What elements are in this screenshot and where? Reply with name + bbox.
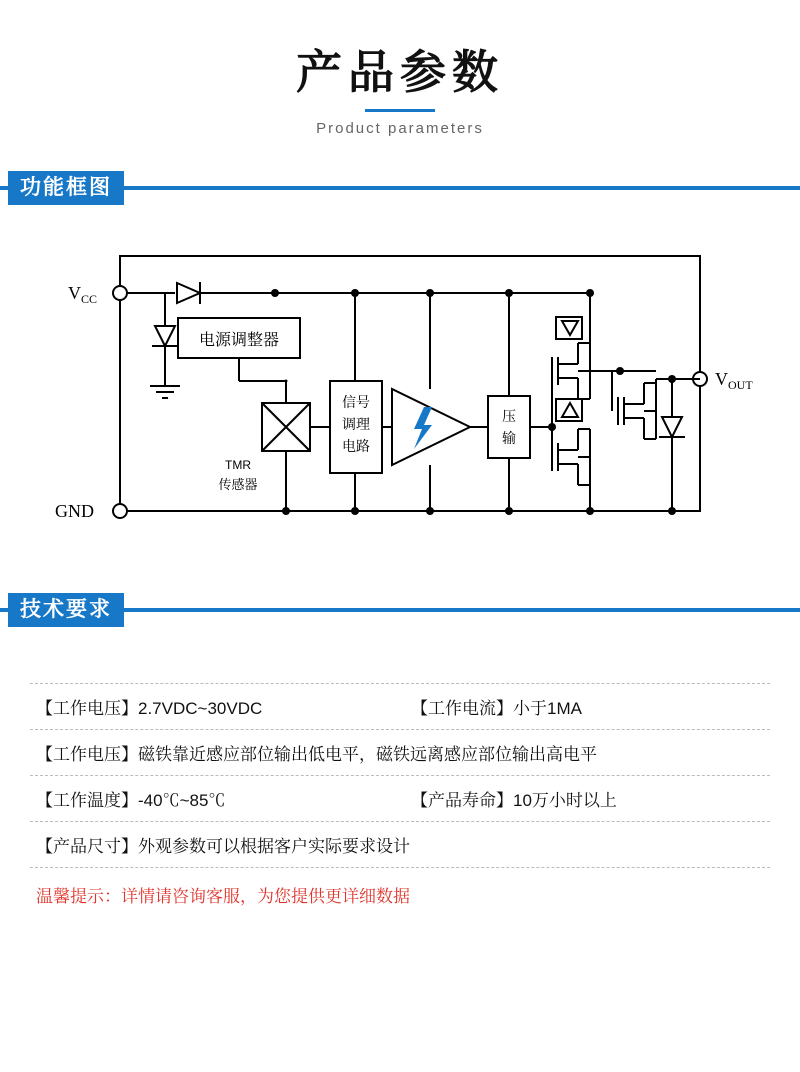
section-title-block-diagram: 功能框图 bbox=[8, 171, 124, 205]
spec-label: 【工作电压】 bbox=[36, 698, 138, 718]
functional-block-diagram bbox=[0, 221, 800, 581]
page-header bbox=[0, 0, 800, 137]
block-label-output-1: 压 bbox=[502, 407, 516, 424]
pin-label-vout: $V_{OUT}$ bbox=[715, 368, 753, 392]
page-subtitle: Product parameters bbox=[316, 119, 484, 137]
section-title-tech-requirements: 技术要求 bbox=[8, 593, 124, 627]
spec-value: 2.7VDC~30VDC bbox=[138, 698, 263, 718]
page-title: 产品参数 bbox=[296, 46, 504, 98]
block-label-tmr: TMR bbox=[225, 457, 251, 472]
spec-label: 【产品尺寸】 bbox=[36, 836, 138, 856]
spec-cell bbox=[36, 786, 411, 811]
block-label-signal-2: 调理 bbox=[342, 415, 370, 432]
spec-label: 【工作温度】 bbox=[36, 790, 138, 810]
spec-value: -40℃~85℃ bbox=[138, 790, 226, 810]
pin-label-gnd: GND bbox=[55, 500, 94, 521]
spec-label: 【工作电流】 bbox=[411, 698, 513, 718]
spec-value: 外观参数可以根据客户实际要求设计 bbox=[138, 836, 410, 856]
section-header-tech-requirements bbox=[0, 593, 800, 627]
spec-cell bbox=[411, 694, 764, 719]
block-label-signal-1: 信号 bbox=[342, 393, 370, 410]
block-label-signal-3: 电路 bbox=[342, 437, 370, 454]
table-row bbox=[30, 684, 770, 730]
block-label-output-2: 输 bbox=[502, 429, 516, 446]
pin-label-vcc: $V_{CC}$ bbox=[68, 282, 98, 306]
spec-cell bbox=[411, 786, 764, 811]
spec-table bbox=[30, 683, 770, 907]
block-diagram-svg bbox=[0, 221, 800, 581]
spec-value: 10万小时以上 bbox=[513, 790, 617, 810]
spec-value: 磁铁靠近感应部位输出低电平，磁铁远离感应部位输出高电平 bbox=[138, 744, 597, 764]
spec-label: 【工作电压】 bbox=[36, 744, 138, 764]
spec-label: 【产品寿命】 bbox=[411, 790, 513, 810]
spec-cell bbox=[36, 740, 764, 765]
table-row bbox=[30, 730, 770, 776]
table-row bbox=[30, 776, 770, 822]
table-row bbox=[30, 822, 770, 868]
title-divider bbox=[365, 109, 435, 112]
block-label-tmr-sub: 传感器 bbox=[218, 476, 258, 492]
spec-cell bbox=[36, 694, 411, 719]
spec-cell bbox=[36, 832, 764, 857]
block-label-regulator: 电源调整器 bbox=[198, 331, 280, 349]
section-header-block-diagram bbox=[0, 171, 800, 205]
spec-note: 温馨提示：详情请咨询客服，为您提供更详细数据 bbox=[36, 886, 410, 906]
spec-value: 小于1MA bbox=[513, 698, 582, 718]
